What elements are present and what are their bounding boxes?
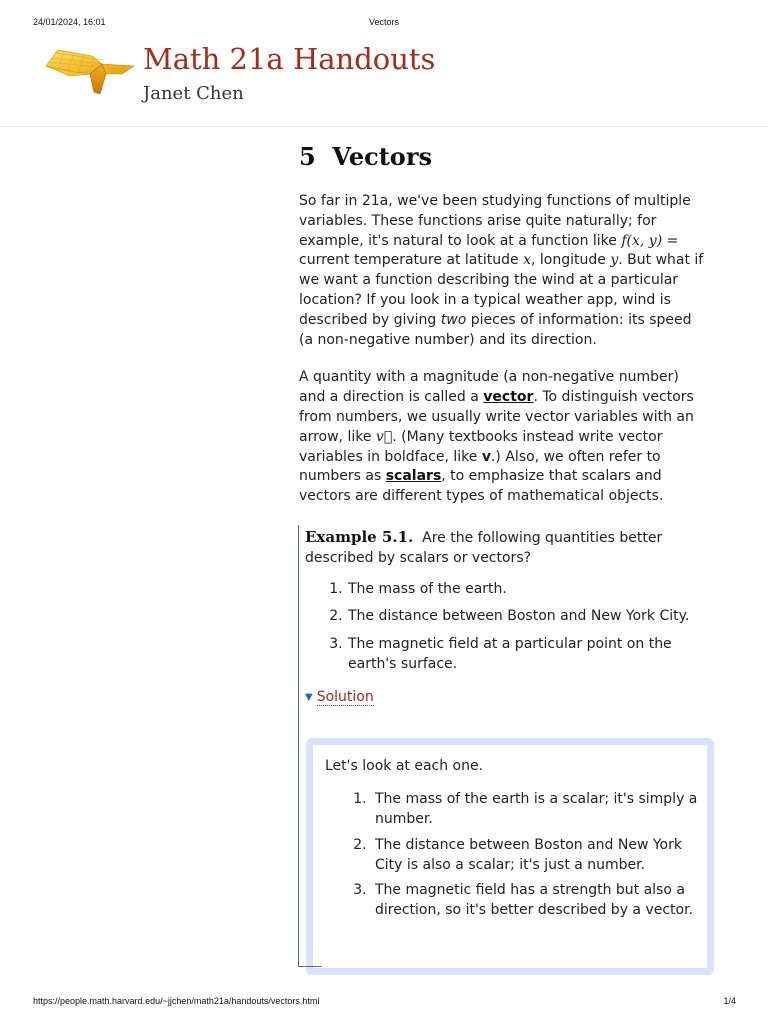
site-author: Janet Chen — [143, 83, 244, 104]
list-item: 2. The distance between Boston and New York City. — [347, 606, 704, 627]
chapter-heading — [299, 140, 704, 174]
chapter-title: Vectors — [332, 142, 432, 171]
header-divider — [0, 126, 768, 127]
triangle-down-icon: ▼ — [305, 691, 313, 703]
site-title[interactable]: Math 21a Handouts — [143, 42, 436, 76]
chapter-number: 5 — [299, 142, 316, 171]
list-item: 1. The mass of the earth. — [347, 579, 704, 600]
math-expression: f(x, y) = — [621, 232, 679, 249]
main-content — [299, 140, 704, 967]
solution-label: Solution — [316, 688, 374, 705]
text-run: . (Many textbooks instead write vector variables in boldface, like — [299, 428, 663, 465]
print-datetime: 24/01/2024, 16:01 — [33, 17, 106, 27]
solution-box — [306, 738, 714, 975]
text-run: . To distinguish vectors from numbers, we usually write vector variables with an arrow, like — [299, 389, 694, 445]
text-run: A quantity with a magnitude (a non-negative number) and a direction is called a — [299, 369, 679, 406]
3d-surface-plot-icon[interactable] — [44, 44, 136, 96]
text-run: .) Also, we often refer to numbers as — [299, 448, 661, 485]
list-item: 1. The mass of the earth is a scalar; it's simply a number. — [371, 789, 707, 830]
text-run: pieces of information: its speed (a non-negative number) and its direction. — [299, 311, 692, 348]
print-page-number: 1/4 — [723, 996, 736, 1006]
definition-paragraph — [299, 368, 704, 507]
example-question — [305, 527, 704, 569]
math-variable: y — [610, 252, 619, 269]
text-run: , to emphasize that scalars and vectors are different types of mathematical objects. — [299, 468, 664, 505]
text-run: So far in 21a, we've been studying functions of multiple variables. These functions arise quite naturally; for example, it's natural to look at a function like — [299, 193, 691, 249]
list-item: 3. The magnetic field at a particular point on the earth's surface. — [347, 634, 704, 675]
solution-intro: Let's look at each one. — [325, 757, 484, 774]
answer-list — [325, 789, 707, 921]
example-question-text: Are the following quantities better described by scalars or vectors? — [305, 529, 663, 567]
example-bottom-border — [298, 966, 322, 967]
text-run: . But what if we want a function describing the wind at a particular location? If you look in a typical weather app, wind is described by giving — [299, 252, 704, 328]
print-header — [0, 17, 768, 29]
intro-paragraph — [299, 192, 704, 350]
solution-toggle[interactable] — [305, 687, 704, 708]
list-item: 2. The distance between Boston and New York City is also a scalar; it's just a number. — [371, 835, 707, 876]
text-run: current temperature at latitude — [299, 252, 524, 269]
text-run: , longitude — [531, 252, 611, 269]
question-list — [305, 579, 704, 675]
emphasis: two — [440, 311, 467, 328]
example-block — [298, 525, 704, 967]
print-url: https://people.math.harvard.edu/~jjchen/math21a/handouts/vectors.html — [33, 996, 320, 1006]
bold-v: v — [481, 448, 491, 465]
term-vector-link[interactable]: vector — [483, 389, 534, 406]
list-item: 3. The magnetic field has a strength but also a direction, so it's better described by a vector. — [371, 880, 707, 921]
math-variable: x — [523, 252, 531, 269]
example-label: Example 5.1. — [305, 527, 414, 546]
math-vector-v: v⃗ — [375, 428, 393, 445]
print-page-title: Vectors — [368, 17, 399, 27]
term-scalars-link[interactable]: scalars — [385, 468, 442, 485]
print-footer — [0, 996, 768, 1008]
